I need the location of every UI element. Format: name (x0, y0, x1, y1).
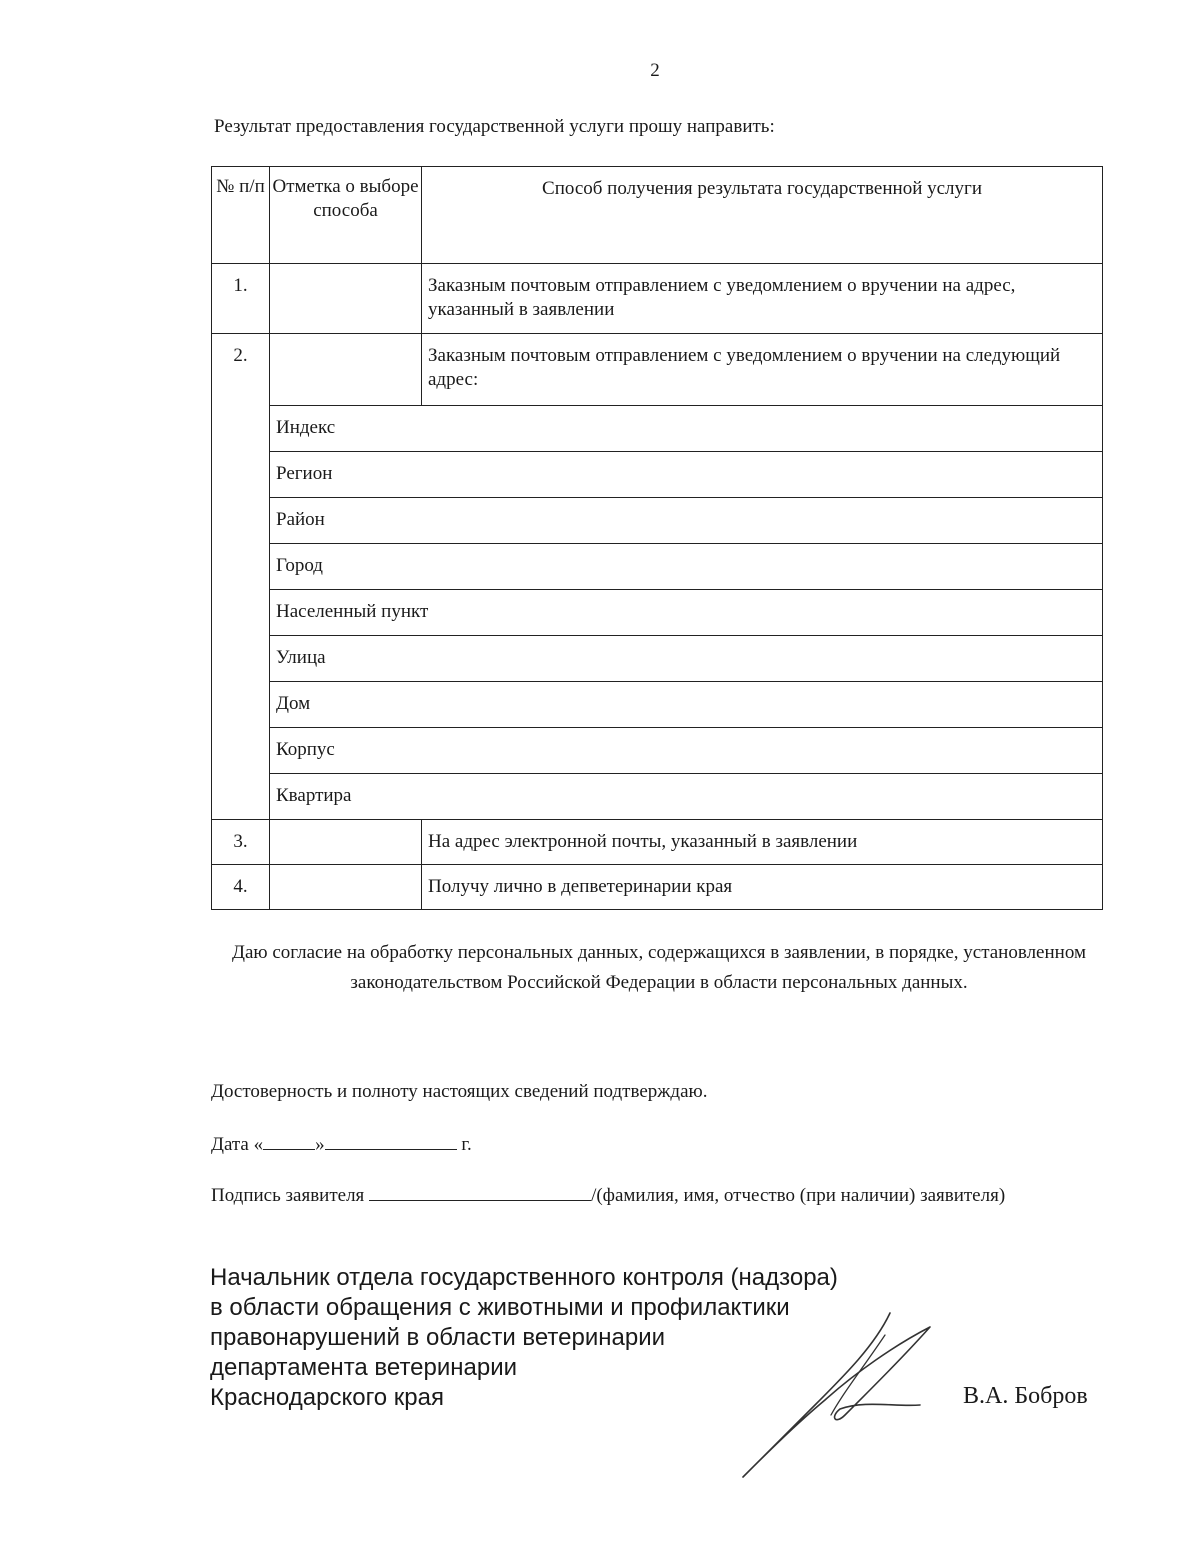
table-row (212, 334, 1103, 406)
month-year-field[interactable] (325, 1131, 457, 1150)
table-row (212, 264, 1103, 334)
table-header-row (212, 167, 1103, 264)
official-title-line: Краснодарского края (210, 1384, 444, 1411)
day-field[interactable] (263, 1131, 315, 1150)
row-method: Заказным почтовым отправлением с уведомлением о вручении на адрес, указанный в заявлении (422, 264, 1103, 334)
choice-mark-cell[interactable] (270, 820, 422, 865)
official-title-line: в области обращения с животными и профилактики (210, 1294, 790, 1321)
confirmation-text: Достоверность и полноту настоящих сведений подтверждаю. (211, 1081, 708, 1102)
official-title-line: Начальник отдела государственного контроля (надзора) (210, 1264, 838, 1291)
row-num: 2. (212, 334, 270, 820)
header-method: Способ получения результата государственной услуги (422, 167, 1103, 264)
address-field-street[interactable]: Улица (270, 636, 1103, 682)
row-method: Заказным почтовым отправлением с уведомлением о вручении на следующий адрес: (422, 334, 1103, 406)
delivery-method-table (211, 166, 1103, 910)
signature-field[interactable] (369, 1182, 591, 1201)
row-method: На адрес электронной почты, указанный в заявлении (422, 820, 1103, 865)
address-field-region[interactable]: Регион (270, 452, 1103, 498)
row-num: 1. (212, 264, 270, 334)
consent-text: Даю согласие на обработку персональных данных, содержащихся в заявлении, в порядке, установленном законодательством Российской Федерации в области персональных данных. (232, 942, 1086, 993)
address-field-city[interactable]: Город (270, 544, 1103, 590)
row-num: 4. (212, 865, 270, 910)
official-title-line: департамента ветеринарии (210, 1354, 518, 1381)
address-field-district[interactable]: Район (270, 498, 1103, 544)
date-line (211, 1131, 472, 1156)
table-row (212, 865, 1103, 910)
choice-mark-cell[interactable] (270, 334, 422, 406)
header-num: № п/п (212, 167, 270, 264)
official-title-line: правонарушений в области ветеринарии (210, 1324, 666, 1351)
address-field-apartment[interactable]: Квартира (270, 774, 1103, 820)
official-name: В.А. Бобров (963, 1383, 1088, 1409)
date-prefix: Дата « (211, 1134, 264, 1155)
address-field-building[interactable]: Корпус (270, 728, 1103, 774)
handwritten-signature (735, 1305, 945, 1485)
applicant-signature-line (211, 1182, 1005, 1207)
date-suffix: г. (456, 1134, 472, 1155)
address-field-settlement[interactable]: Населенный пункт (270, 590, 1103, 636)
choice-mark-cell[interactable] (270, 865, 422, 910)
choice-mark-cell[interactable] (270, 264, 422, 334)
table-row (212, 820, 1103, 865)
row-num: 3. (212, 820, 270, 865)
signature-suffix: /(фамилия, имя, отчество (при наличии) заявителя) (591, 1185, 1006, 1206)
header-mark: Отметка о выборе способа (270, 167, 422, 264)
address-field-index[interactable]: Индекс (270, 406, 1103, 452)
intro-text: Результат предоставления государственной услуги прошу направить: (214, 116, 775, 137)
page-number: 2 (650, 60, 660, 81)
signature-label: Подпись заявителя (211, 1185, 370, 1206)
date-mid: » (315, 1134, 325, 1155)
row-method: Получу лично в депветеринарии края (422, 865, 1103, 910)
address-field-house[interactable]: Дом (270, 682, 1103, 728)
